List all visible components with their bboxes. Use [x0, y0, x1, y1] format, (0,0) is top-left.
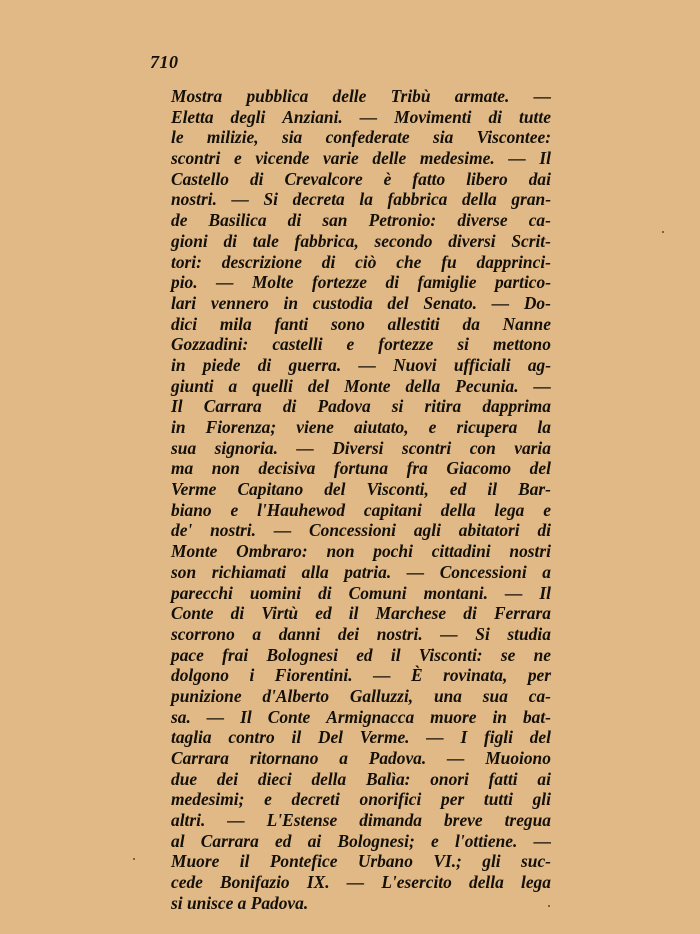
text-line: sua signoria. — Diversi scontri con varia	[171, 437, 551, 458]
text-line: parecchi uomini di Comuni montani. — Il	[171, 582, 551, 603]
text-line: al Carrara ed ai Bolognesi; e l'ottiene. —	[171, 830, 551, 851]
text-line: lari vennero in custodia del Senato. — Do-	[171, 292, 551, 313]
paper-speck	[548, 905, 550, 907]
text-line: Mostra pubblica delle Tribù armate. —	[171, 86, 551, 106]
text-line: le milizie, sia confederate sia Viscontee:	[171, 127, 551, 148]
text-line: in Fiorenza; viene aiutato, e ricupera la	[171, 417, 551, 437]
text-line: in piede di guerra. — Nuovi ufficiali ag-	[171, 354, 551, 375]
text-line: dici mila fanti sono allestiti da Nanne	[171, 313, 551, 334]
text-line: tori: descrizione di ciò che fu dapprinci-	[171, 251, 551, 272]
text-line: de Basilica di san Petronio: diverse ca-	[171, 210, 551, 231]
text-line: nostri. — Si decreta la fabbrica della gran-	[171, 189, 551, 210]
text-line: Eletta degli Anziani. — Movimenti di tutte	[171, 106, 551, 127]
text-line: altri. — L'Estense dimanda breve tregua	[171, 810, 551, 831]
text-line: scontri e vicende varie delle medesime. — Il	[171, 148, 551, 169]
text-line: gioni di tale fabbrica, secondo diversi Scrit-	[171, 230, 551, 251]
text-line: pio. — Molte fortezze di famiglie partico-	[171, 272, 551, 293]
text-line: pace frai Bolognesi ed il Visconti: se ne	[171, 644, 551, 665]
text-line: Muore il Pontefice Urbano VI.; gli suc-	[171, 851, 551, 872]
text-line: cede Bonifazio IX. — L'esercito della lega	[171, 872, 551, 893]
text-line: Gozzadini: castelli e fortezze si mettono	[171, 334, 551, 355]
text-line: medesimi; e decreti onorifici per tutti gli	[171, 789, 551, 810]
page-text	[171, 86, 551, 914]
text-line: Castello di Crevalcore è fatto libero dai	[171, 168, 551, 189]
text-line: Conte di Virtù ed il Marchese di Ferrara	[171, 603, 551, 624]
text-line: son richiamati alla patria. — Concessioni a	[171, 561, 551, 582]
text-line: Verme Capitano del Visconti, ed il Bar-	[171, 479, 551, 500]
paper-speck	[662, 231, 664, 233]
text-line: taglia contro il Del Verme. — I figli del	[171, 727, 551, 748]
text-line: punizione d'Alberto Galluzzi, una sua ca-	[171, 685, 551, 706]
text-line: sa. — Il Conte Armignacca muore in bat-	[171, 706, 551, 727]
text-line: due dei dieci della Balìa: onori fatti ai	[171, 768, 551, 789]
text-line: scorrono a danni dei nostri. — Si studia	[171, 623, 551, 644]
text-line: de' nostri. — Concessioni agli abitatori di	[171, 520, 551, 541]
text-line: biano e l'Hauhewod capitani della lega e	[171, 499, 551, 520]
text-line: Il Carrara di Padova si ritira dapprima	[171, 396, 551, 417]
text-line: Monte Ombraro: non pochi cittadini nostri	[171, 541, 551, 562]
text-line: dolgono i Fiorentini. — È rovinata, per	[171, 665, 551, 686]
page-number: 710	[150, 52, 179, 72]
paper-speck	[133, 858, 135, 860]
text-line: Carrara ritornano a Padova. — Muoiono	[171, 748, 551, 768]
text-line: giunti a quelli del Monte della Pecunia. —	[171, 375, 551, 396]
text-line: ma non decisiva fortuna fra Giacomo del	[171, 458, 551, 479]
text-line: si unisce a Padova.	[171, 892, 309, 913]
